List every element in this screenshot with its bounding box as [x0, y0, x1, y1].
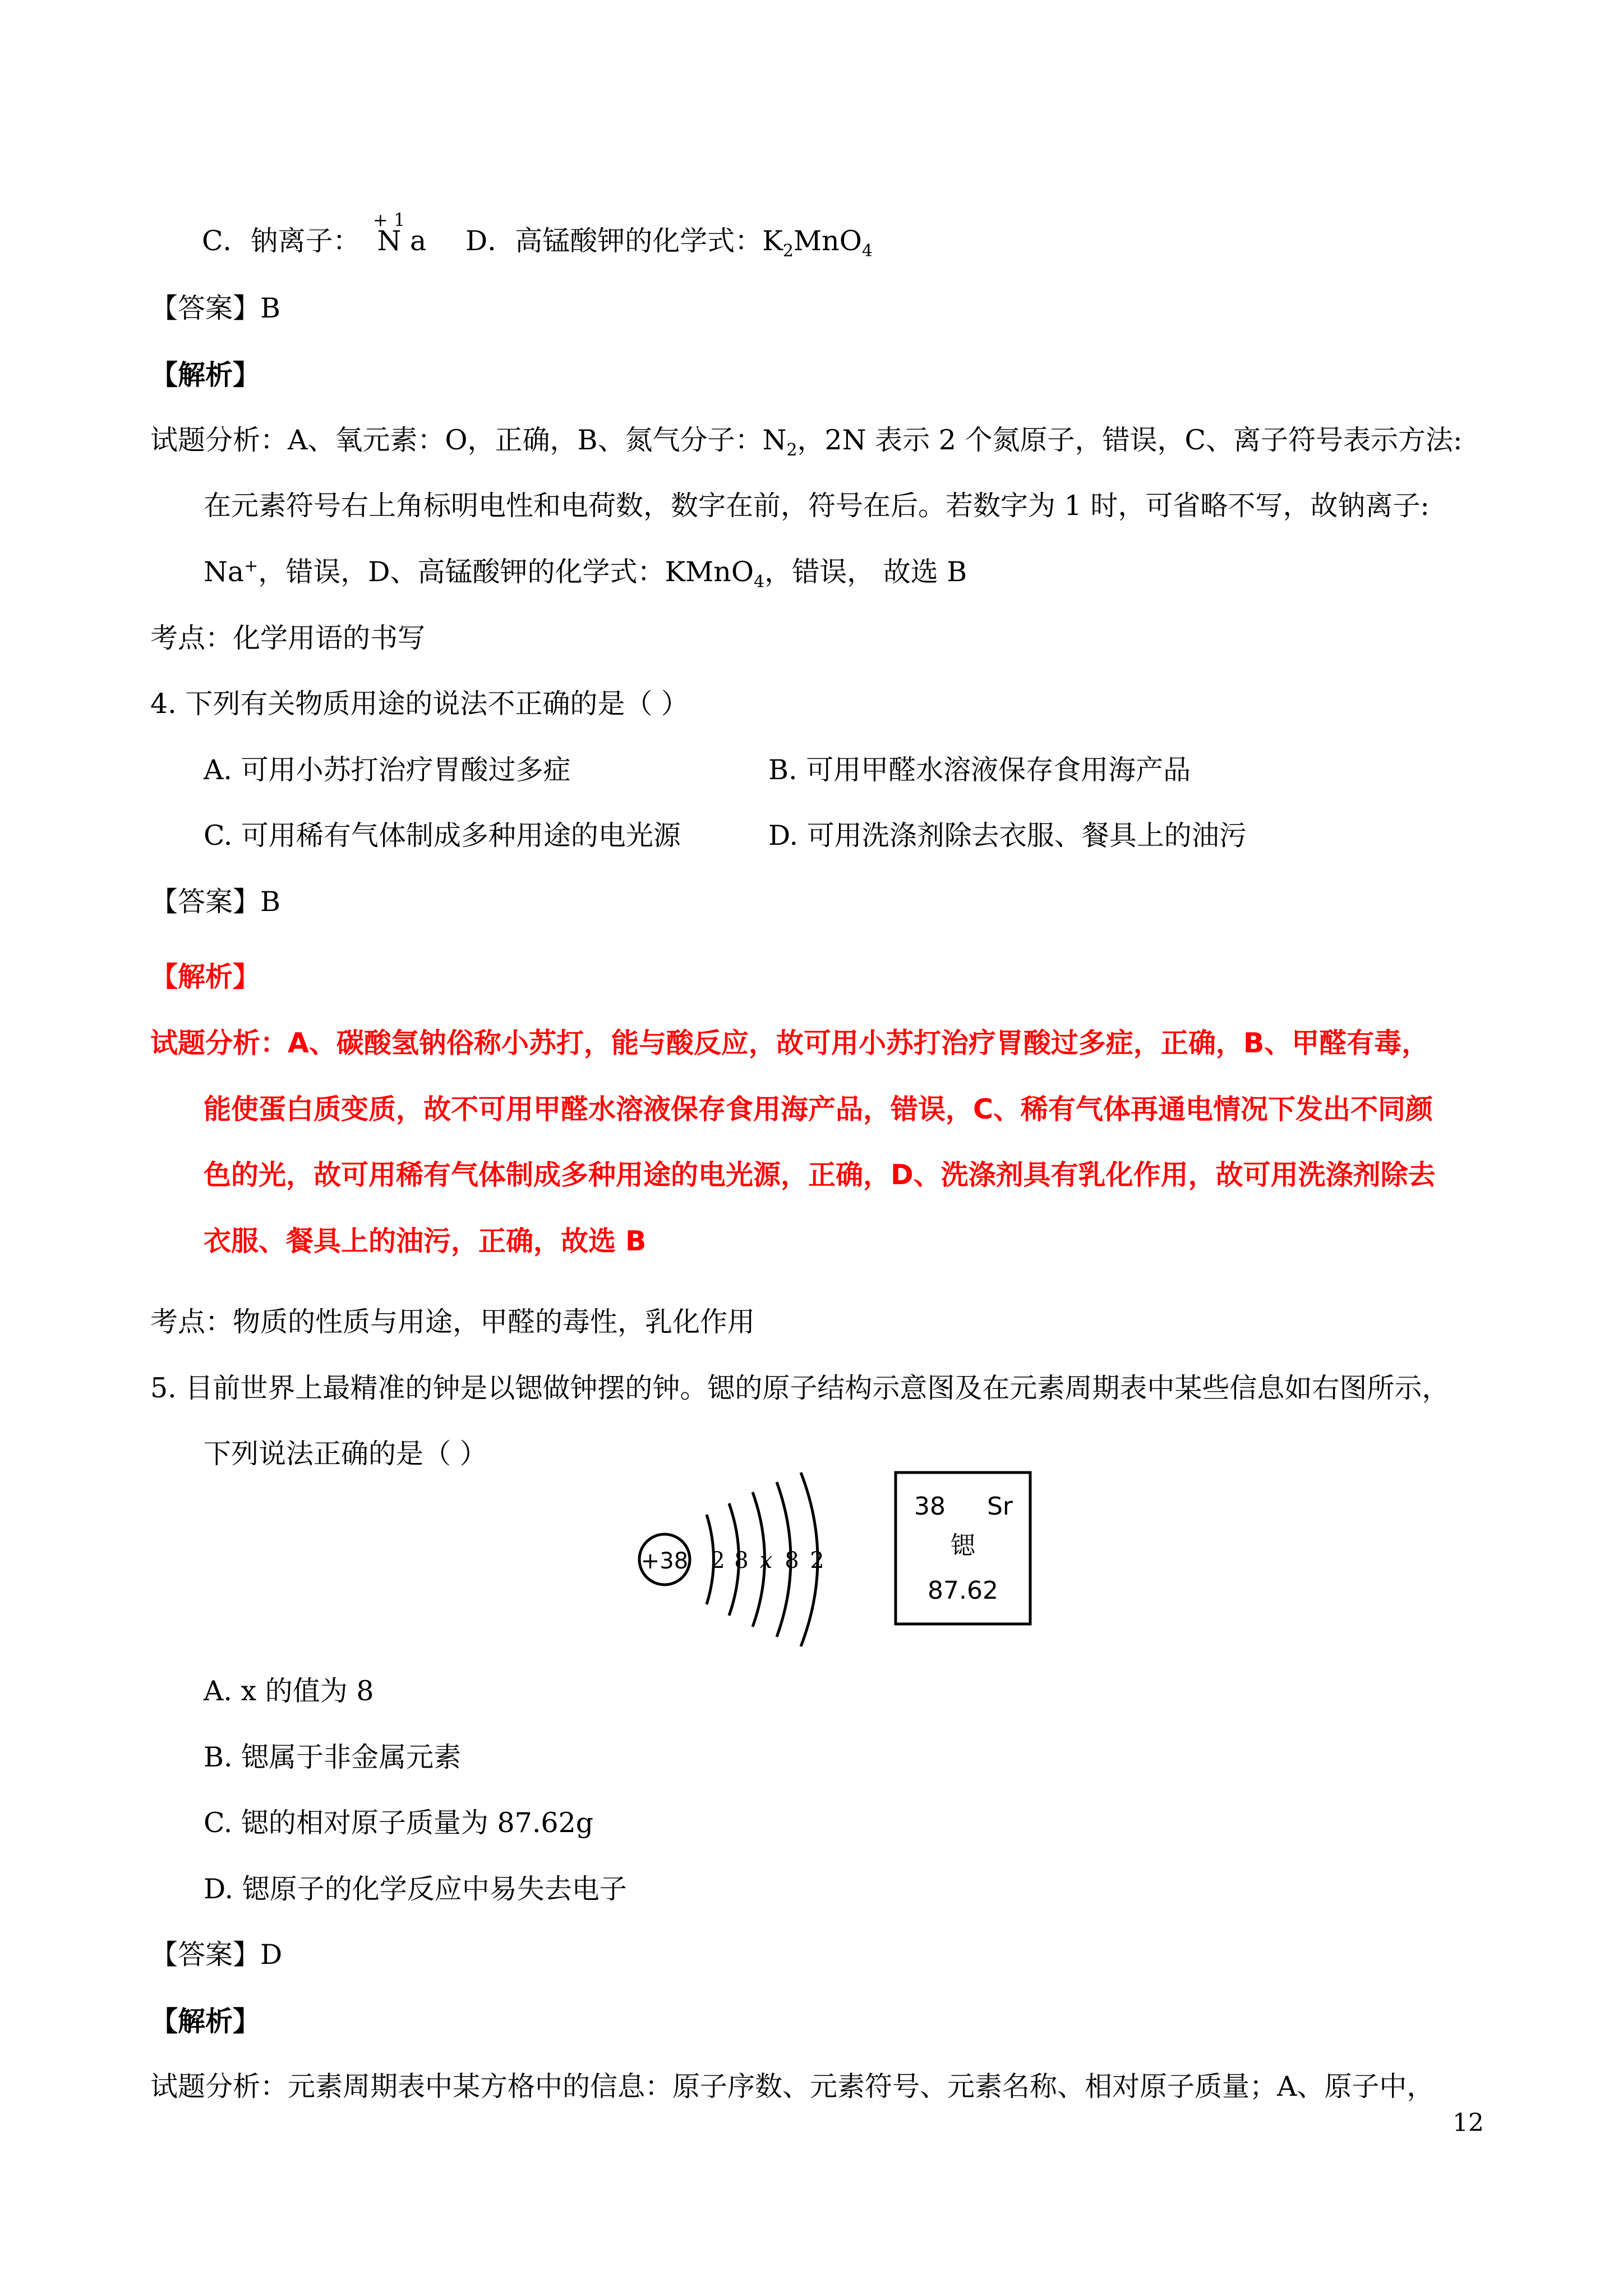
q4-stem: 4. 下列有关物质用途的说法不正确的是（ ）	[150, 688, 689, 720]
q5-analysis-line-1: 试题分析：元素周期表中某方格中的信息：原子序数、元素符号、元素名称、相对原子质量；A、原子中，	[150, 2070, 1435, 2102]
sodium-ion-symbol: N a	[377, 225, 427, 257]
q3-answer: 【答案】B	[150, 292, 281, 324]
atomic-number: 38	[914, 1492, 946, 1521]
q4-analysis-line-3: 色的光，故可用稀有气体制成多种用途的电光源，正确，D、洗涤剂具有乳化作用，故可用洗涤剂除去	[204, 1159, 1436, 1191]
q5-option-d: D. 锶原子的化学反应中易失去电子	[204, 1873, 627, 1905]
page-number: 12	[1453, 2109, 1484, 2137]
q4-analysis-line-4: 衣服、餐具上的油污，正确，故选 B	[204, 1225, 647, 1257]
q5-analysis-label: 【解析】	[150, 2005, 261, 2037]
q3-kaodian: 考点：化学用语的书写	[150, 622, 426, 654]
q3-option-d-label: D．高锰酸钾的化学式：K	[465, 225, 783, 257]
formula-text: MnO	[794, 225, 862, 257]
q5-option-c: C. 锶的相对原子质量为 87.62g	[204, 1807, 594, 1839]
shell-number: 8	[734, 1548, 749, 1573]
q4-answer: 【答案】B	[150, 886, 281, 918]
text: ，错误， 故选 B	[764, 556, 967, 588]
q4-option-d: D. 可用洗涤剂除去衣服、餐具上的油污	[768, 820, 1247, 852]
atomic-structure-diagram	[623, 1447, 1038, 1660]
subscript: 2	[786, 440, 797, 460]
q3-analysis-line-2: 在元素符号右上角标明电性和电荷数，数字在前，符号在后。若数字为 1 时，可省略不写，故钠离子:	[204, 490, 1430, 522]
q4-kaodian: 考点：物质的性质与用途，甲醛的毒性，乳化作用	[150, 1306, 755, 1338]
q4-option-c: C. 可用稀有气体制成多种用途的电光源	[204, 820, 681, 852]
subscript: 4	[754, 572, 765, 592]
q3-option-d	[465, 224, 873, 261]
q5-stem-line-2: 下列说法正确的是（ ）	[204, 1438, 487, 1470]
shell-number: 2	[810, 1548, 824, 1573]
q5-option-b: B. 锶属于非金属元素	[204, 1741, 462, 1773]
element-name: 锶	[951, 1531, 975, 1560]
shell-number: 8	[785, 1548, 799, 1573]
text: ，2N 表示 2 个氮原子，错误，C、离子符号表示方法:	[797, 424, 1463, 456]
q4-analysis-label: 【解析】	[150, 961, 261, 993]
q4-option-a: A. 可用小苏打治疗胃酸过多症	[204, 754, 571, 786]
q4-analysis-line-1: 试题分析：A、碳酸氢钠俗称小苏打，能与酸反应，故可用小苏打治疗胃酸过多症，正确，B、甲醛有毒，	[150, 1027, 1430, 1059]
strontium-figure	[623, 1447, 1038, 1660]
q4-analysis-line-2: 能使蛋白质变质，故不可用甲醛水溶液保存食用海产品，错误，C、稀有气体再通电情况下发出不同颜	[204, 1093, 1433, 1125]
subscript: 4	[861, 241, 873, 261]
shell-number: 2	[711, 1548, 725, 1573]
subscript: 2	[782, 241, 794, 261]
element-symbol: Sr	[987, 1492, 1013, 1521]
atomic-mass: 87.62	[928, 1576, 998, 1605]
sodium-charge-label: + 1	[373, 209, 405, 231]
q3-analysis-line-3	[204, 555, 967, 592]
q3-analysis-label: 【解析】	[150, 358, 261, 391]
text: Na	[204, 556, 245, 588]
q5-option-a: A. x 的值为 8	[204, 1675, 374, 1707]
q3-analysis-line-1	[150, 424, 1463, 460]
superscript: +	[244, 556, 259, 576]
text: 试题分析：A、氧元素：O，正确，B、氮气分子：N	[150, 424, 787, 456]
shell-number: x	[759, 1548, 773, 1573]
nucleus-charge: +38	[640, 1548, 689, 1574]
text: ，错误，D、高锰酸钾的化学式：KMnO	[258, 556, 754, 588]
q5-stem-line-1: 5. 目前世界上最精准的钟是以锶做钟摆的钟。锶的原子结构示意图及在元素周期表中某些信息如右图所示，	[150, 1372, 1450, 1404]
q3-option-c-label: C．钠离子：	[202, 225, 361, 257]
q4-option-b: B. 可用甲醛水溶液保存食用海产品	[768, 754, 1191, 786]
q5-answer: 【答案】D	[150, 1939, 283, 1971]
